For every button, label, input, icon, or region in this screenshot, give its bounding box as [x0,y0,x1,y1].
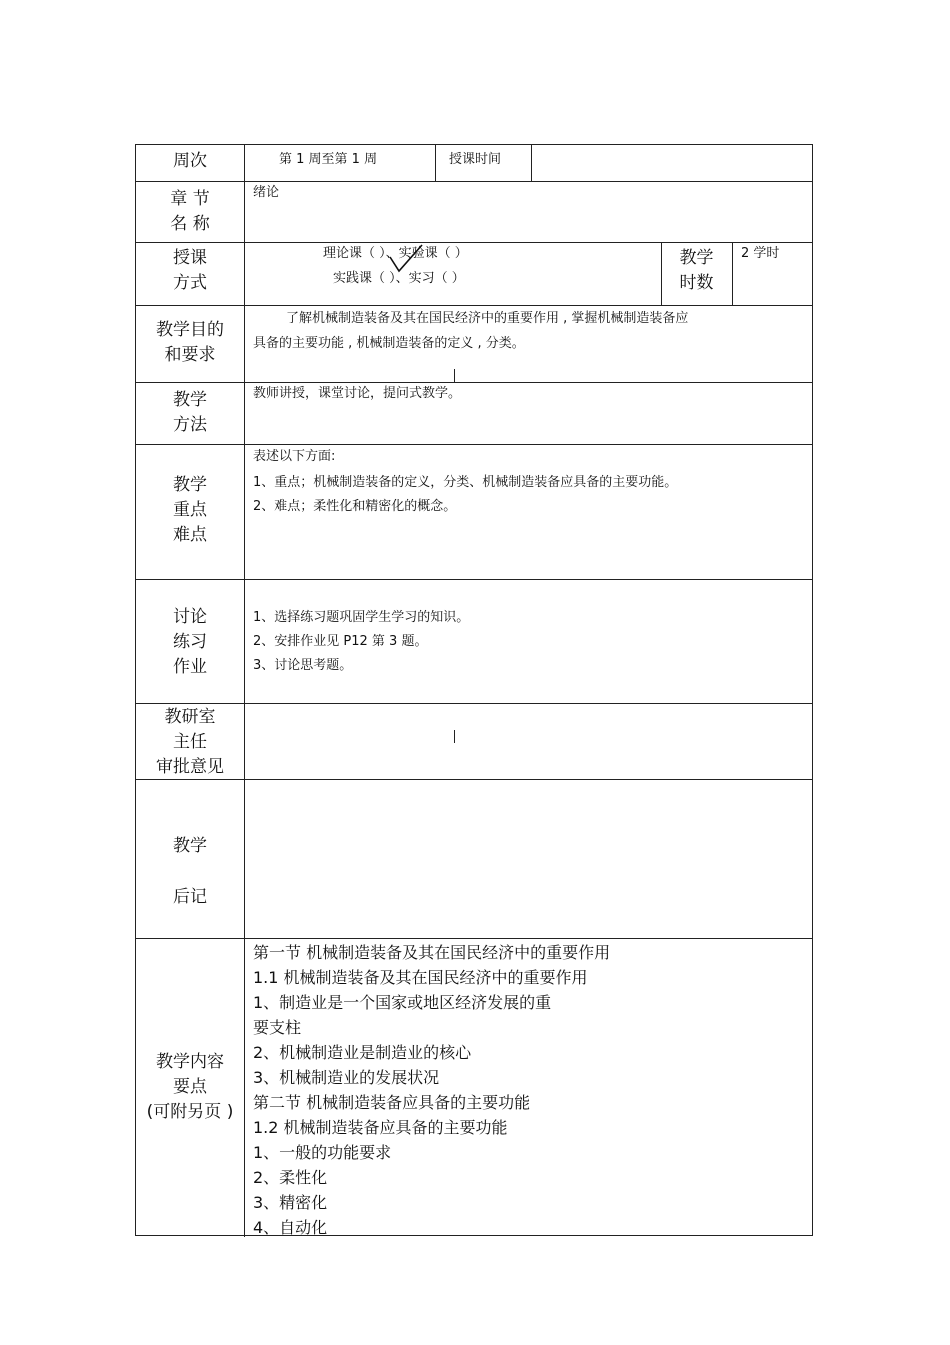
checkmark-icon [388,243,424,275]
key-points-label: 教学 重点 难点 [173,475,207,545]
content-line: 要支柱 [253,1018,302,1037]
cell-divider [435,145,436,181]
label-column-divider [244,145,245,1237]
chapter-label: 章 节 名 称 [170,189,210,234]
teaching-mode-label: 授课 方式 [173,248,207,293]
row-divider [136,579,812,580]
teaching-content-label: 教学内容 要点 (可附另页 ) [146,1052,234,1122]
content-line: 3、精密化 [253,1193,328,1212]
teaching-method-label: 教学 方法 [173,390,207,435]
row-divider [136,242,812,243]
teaching-goal-line: 了解机械制造装备及其在国民经济中的重要作用 , 掌握机械制造装备应 [286,311,689,326]
chapter-value: 绪论 [253,185,280,200]
class-time-label: 授课时间 [449,152,502,167]
cell-divider [732,242,733,305]
practice-line: 3、讨论思考题。 [253,658,353,673]
row-divider [136,382,812,383]
teaching-goal-line: 具备的主要功能 , 机械制造装备的定义 , 分类。 [253,336,525,351]
practice-line: 1、选择练习题巩固学生学习的知识。 [253,610,470,625]
stray-mark [454,369,455,382]
teaching-hours-value: 2 学时 [741,246,780,261]
practice-line: 2、安排作业见 P12 第 3 题。 [253,634,428,649]
content-line: 2、柔性化 [253,1168,328,1187]
content-line: 1、制造业是一个国家或地区经济发展的重 [253,993,552,1012]
teaching-goal-label: 教学目的 和要求 [156,320,224,365]
content-line: 3、机械制造业的发展状况 [253,1068,440,1087]
teaching-notes-label: 教学 后记 [173,836,207,907]
content-line: 1.2 机械制造装备应具备的主要功能 [253,1118,508,1137]
content-line: 1.1 机械制造装备及其在国民经济中的重要作用 [253,968,588,987]
content-line: 4、自动化 [253,1218,328,1237]
cell-divider [531,145,532,181]
row-divider [136,938,812,939]
mode-theory-experiment: 理论课（ ）、实验课（ ） [323,246,468,261]
key-points-line: 表述以下方面: [253,449,336,464]
stray-mark [454,730,455,743]
row-divider [136,703,812,704]
teaching-plan-table [135,144,813,1236]
row-divider [136,181,812,182]
practice-label: 讨论 练习 作业 [173,607,207,677]
approval-label: 教研室 主任 审批意见 [156,707,224,777]
teaching-method-value: 教师讲授，课堂讨论，提问式教学。 [253,386,462,401]
content-line: 第二节 机械制造装备应具备的主要功能 [253,1093,531,1112]
content-line: 第一节 机械制造装备及其在国民经济中的重要作用 [253,943,611,962]
key-points-line: 2、难点；柔性化和精密化的概念。 [253,499,457,514]
mode-practice-internship: 实践课（ ）、实习（ ） [333,271,465,286]
content-line: 2、机械制造业是制造业的核心 [253,1043,472,1062]
week-label: 周次 [173,151,207,171]
teaching-hours-label: 教学 时数 [679,248,714,293]
content-line: 1、一般的功能要求 [253,1143,392,1162]
key-points-line: 1、重点；机械制造装备的定义，分类、机械制造装备应具备的主要功能。 [253,475,678,490]
row-divider [136,305,812,306]
week-value: 第 1 周至第 1 周 [279,152,378,167]
row-divider [136,444,812,445]
